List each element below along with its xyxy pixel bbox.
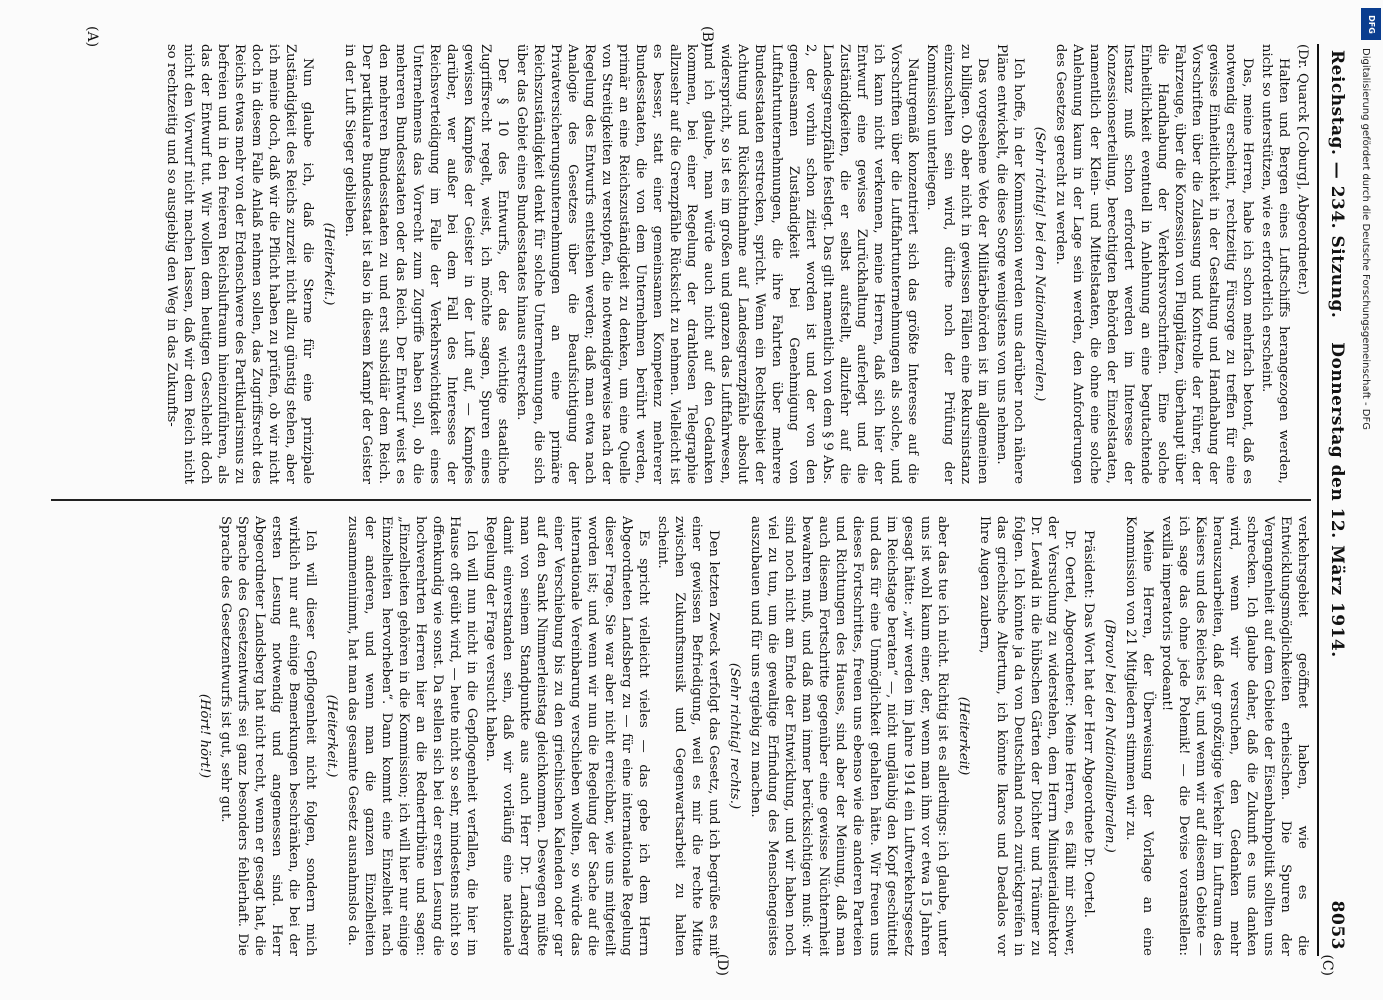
dfg-sidebar [1360, 8, 1382, 998]
margin-letter-c: (C) [1319, 954, 1335, 976]
interjection: (Heiterkeit.) [321, 222, 336, 306]
margin-letter-a: (A) [84, 26, 100, 48]
paragraph: Das, meine Herren, habe ich schon mehrfach betont, daß es notwendig erscheint, rechtzeitig Fürsorge zu treffen für eine gewisse Einheitlichkeit in der Gestaltung und Handhabung der Vorschriften über die Zulassung und Kontrolle der Führer, der Fahrzeuge, über die Konzession von Flugplätzen, überhaupt über die Handhabung der Verkehrsvorschriften. Eine solche Einheitlichkeit eventuell in Anlehnung an eine begutachtende Instanz muß schon erfordert werden im Interesse der Konzessionserteilung, berechtigten Behörden der Einzelstaaten, namentlich der Klein- und Mittelstaaten, die ohne eine solche Anlehnung kaum in der Lage sein werden, den Anforderungen des Gesetzes gerecht zu werden. [1053, 44, 1255, 484]
paragraph: (Dr. Quarck [Coburg], Abgeordneter.) [1295, 44, 1310, 295]
paragraph: Den letzten Zweck verfolgt das Gesetz, und ich begrüße es mit einer gewissen Befriedigung, weil es mir die rechte Mitte zwischen Zukunftsmusik und Gegenwartsarbeit zu halten scheint. [655, 516, 721, 956]
rotated-newspaper-page [45, 26, 1355, 976]
paragraph: Ich will nun nicht in die Gepflogenheit verfallen, die hier im Hause oft geübt wird, — heute nicht so sehr, mindestens nicht so offenkundig wie sonst. Da stellen sich bei der ersten Lesung die hochverehrten Herren hier an die Rednertribüne und sagen: „Einzelheiten gehören in die Kommission; ich will hier nur einige Einzelheiten hervorheben“. Dann kommt eine Einzelheit nach der anderen, und wenn man die ganzen Einzelheiten zusammennimmt, hat man das gesamte Gesetz ausnahmslos da. [345, 516, 479, 956]
paragraph: Das vorgesehene Veto der Militärbehörden ist im allgemeinen zu billigen. Ob aber nicht in gewissen Fällen eine Rekursinstanz einzuschalten sein wird, dürfte noch der Prüfung der Kommission unterliegen. [924, 44, 990, 484]
paragraph: verkehrsgebiet geöffnet haben, wie es die Entwicklungsmöglichkeiten erheischen. Die Spuren der Vergangenheit auf dem Gebiete der Eisenbahnpolitik sollten uns schrecken. Ich glaube daher, daß die Zukunft es uns danken wird, wenn wir versuchen, den Gedanken mehr herauszuarbeiten, daß der großzügige Verkehr im Luftraum des Kaisers und des Reiches ist, und wenn wir auf diesem Gebiete — ich sage das ohne jede Polemik! — die Devise voranstellen: vexilla imperatoris prodeant! [1159, 516, 1310, 956]
left-column [51, 44, 1311, 484]
paragraph: Naturgemäß konzentriert sich das größte Interesse auf die Vorschriften über die Luftfahrtunternehmungen als solche, und ich kann nicht verkennen, meine Herren, daß sich hier der Entwurf eine gewisse Zurückhaltung auferlegt und die Zuständigkeiten, die er selbst aufstellt, allzufehr auf die Landesgrenzpfähle festlegt. Das gilt namentlich von dem § 9 Abs. 2, der vorhin schon zitiert worden ist und der von den gemeinsamen Zuständigkeit bei Genehmigung von Luftfahrtunternehmungen, die ihre Fahrten über mehrere Bundesstaaten erstrecken, spricht. Wenn ein Rechtsgebiet der Achtung und Rücksichtnahme auf Landesgrenzpfähle absolut widerspricht, so ist es im großen und ganzen das Luftfahrwesen, und ich glaube, man würde auch nicht auf den Gedanken kommen, bei einer Regelung der drahtlosen Telegraphie allzusehr auf die Grenzpfähle Rücksicht zu nehmen. Vielleicht ist es besser, statt einer gemeinsamen Kompetenz mehrerer Bundesstaaten, die von dem Unternehmen berührt werden, primär an eine Reichszuständigkeit zu denken, um eine Quelle von Streitigkeiten zu verstopfen, die notwendigerweise nach der Regelung des Entwurfs entstehen werden; daß man etwa nach Analogie des Gesetzes über die Beaufsichtigung der Privatversicherungsunternehmungen an eine primäre Reichszuständigkeit denkt für solche Unternehmungen, die sich über das Gebiet eines Bundesstaates hinaus erstrecken. [514, 44, 920, 484]
paragraph: Dr. Oertel, Abgeordneter: Meine Herren, es fällt mir schwer, der Versuchung zu widerstehen, dem Herrn Ministerialdirektor Dr. Lewald in die hübschen Gärten der Dichter und Träumer zu folgen. Ich könnte ja da von Deutschland noch zurückgreifen in das griechische Altertum, ich könnte Ikaros und Daedalos vor Ihre Augen zaubern, [977, 516, 1077, 956]
paragraph: Ich hoffe, in der Kommission werden uns darüber noch nähere Pläne entwickelt, die diese Sorge wenigstens von uns nehmen. [994, 44, 1026, 484]
paragraph: aber das tue ich nicht. Richtig ist es allerdings: ich glaube, unter uns ist wohl kaum einer, der, wenn man ihm vor etwa 15 Jahren gesagt hätte: „wir werden im Jahre 1914 ein Luftverkehrsgesetz im Reichstage beraten“ —, nicht ungläubig den Kopf geschüttelt und das für eine Unmöglichkeit gehalten hätte. Wir freuen uns dieses Fortschrittes, freuen uns ebenso wie die anderen Parteien und Richtungen des Hauses, sind aber der Meinung, daß man auch diesem Fortschritte gegenüber eine gewisse Nüchternheit bewahren muß, und daß man immer berücksichtigen muß: wir sind noch nicht am Ende der Entwicklung, und wir haben noch viel zu tun, um die gewaltige Erfindung des Menschengeistes auszubauen und für uns ergiebig zu machen. [748, 516, 950, 956]
dfg-logo: DFG [1361, 8, 1381, 40]
margin-letter-b: (B) [699, 26, 715, 48]
paragraph: Der § 10 des Entwurfs, der das wichtige staatliche Zugriffsrecht regelt, weist, ich möchte sagen, Spuren eines gewissen Kampfes der Geister in der Luft auf, — Kampfes darüber, wer außer bei dem Fall des Interesses der Reichsverteidigung im Falle der Verkehrswichtigkeit eines Unternehmens das Vorrecht zum Zugriffe haben soll, ob die mehreren Bundesstaaten oder das Reich. Der Entwurf weist es den mehreren Bundesstaaten zu und erst subsidiär dem Reich. Der partikulare Bundesstaat ist also in diesem Kampf der Geister in der Luft Sieger geblieben. [342, 44, 510, 484]
page-number: 8053 [1327, 900, 1347, 950]
column-divider [51, 499, 1311, 501]
interjection: (Heiterkeit.) [324, 694, 339, 778]
paragraph: Es spricht vielleicht vieles — das gebe ich dem Herrn Abgeordneten Landsberg zu — für eine internationale Regelung dieser Frage. Sie war aber nicht erreichbar, wie uns mitgeteilt worden ist; und wenn wir nun die Regelung der Sache auf die internationale Vereinbarung verschieben wollten, so würde das einer Verschiebung bis zu den griechischen Kalenden oder gar auf den Sankt Nimmerleinstag gleichkommen. Deswegen müßte man von seinem Standpunkte aus auch Herr Dr. Landsberg damit einverstanden sein, daß wir vorläufig eine nationale Regelung der Frage versucht haben. [483, 516, 651, 956]
interjection: (Bravo! bei den Nationalliberalen.) [1102, 619, 1117, 853]
interjection: (Hört! hört!) [197, 693, 212, 779]
right-column [51, 516, 1311, 956]
header-date: Donnerstag den 12. März 1914. [1327, 342, 1347, 658]
paragraph: Nun glaube ich, daß die Sterne für eine prinzipale Zuständigkeit des Reichs zurzeit nicht allzu günstig stehen, aber ich meine doch, daß wir die Pflicht haben zu prüfen, ob wir nicht doch in diesem Falle Anlaß nehmen sollen, das Zugriffsrecht des Reichs etwas mehr von der Erdenschwere des Partikularismus zu befreien und in den freieren Reichsluftraum hineinzuführen, als das der Entwurf tut. Wir wollen dem heutigen Geschlecht doch nicht den Vorwurf nicht machen lassen, daß wir dem Reich nicht so rechtzeitig und so ausgiebig den Weg in das Zukunfts- [164, 44, 315, 484]
margin-letter-d: (D) [714, 953, 730, 976]
page-header [1321, 30, 1355, 970]
digitization-credit: Digitalisierung gefördert durch die Deutsche Forschungsgemeinschaft - DFG [1360, 48, 1371, 431]
paragraph: Ich will dieser Gepflogenheit nicht folgen, sondern mich wirklich nur auf einige Bemerkungen beschränken, die bei der ersten Lesung notwendig und angemessen sind. Herr Abgeordneter Landsberg hat nicht recht, wenn er gesagt hat, die Sprache des Gesetzentwurfs sei ganz besonders fehlerhaft. Die Sprache des Gesetzentwurfs ist gut, sehr gut. [218, 516, 318, 956]
paragraph: Halten und Bergen eines Luftschiffs herangezogen werden, nicht so unterstützen, wie es erforderlich erscheint. [1259, 44, 1291, 484]
interjection: (Sehr richtig! bei den Nationalliberalen.) [1032, 126, 1047, 402]
paragraph: Präsident: Das Wort hat der Herr Abgeordnete Dr. Oertel. [1081, 530, 1096, 918]
interjection: (Sehr richtig! rechts.) [727, 662, 742, 810]
header-rule [1317, 44, 1319, 956]
interjection: (Heiterkeit) [956, 696, 971, 776]
header-left: Reichstag. — 234. Sitzung. [1327, 50, 1347, 319]
paragraph: Meine Herren, der Überweisung der Vorlage an eine Kommission von 21 Mitgliedern stimmen wir zu. [1123, 516, 1155, 956]
